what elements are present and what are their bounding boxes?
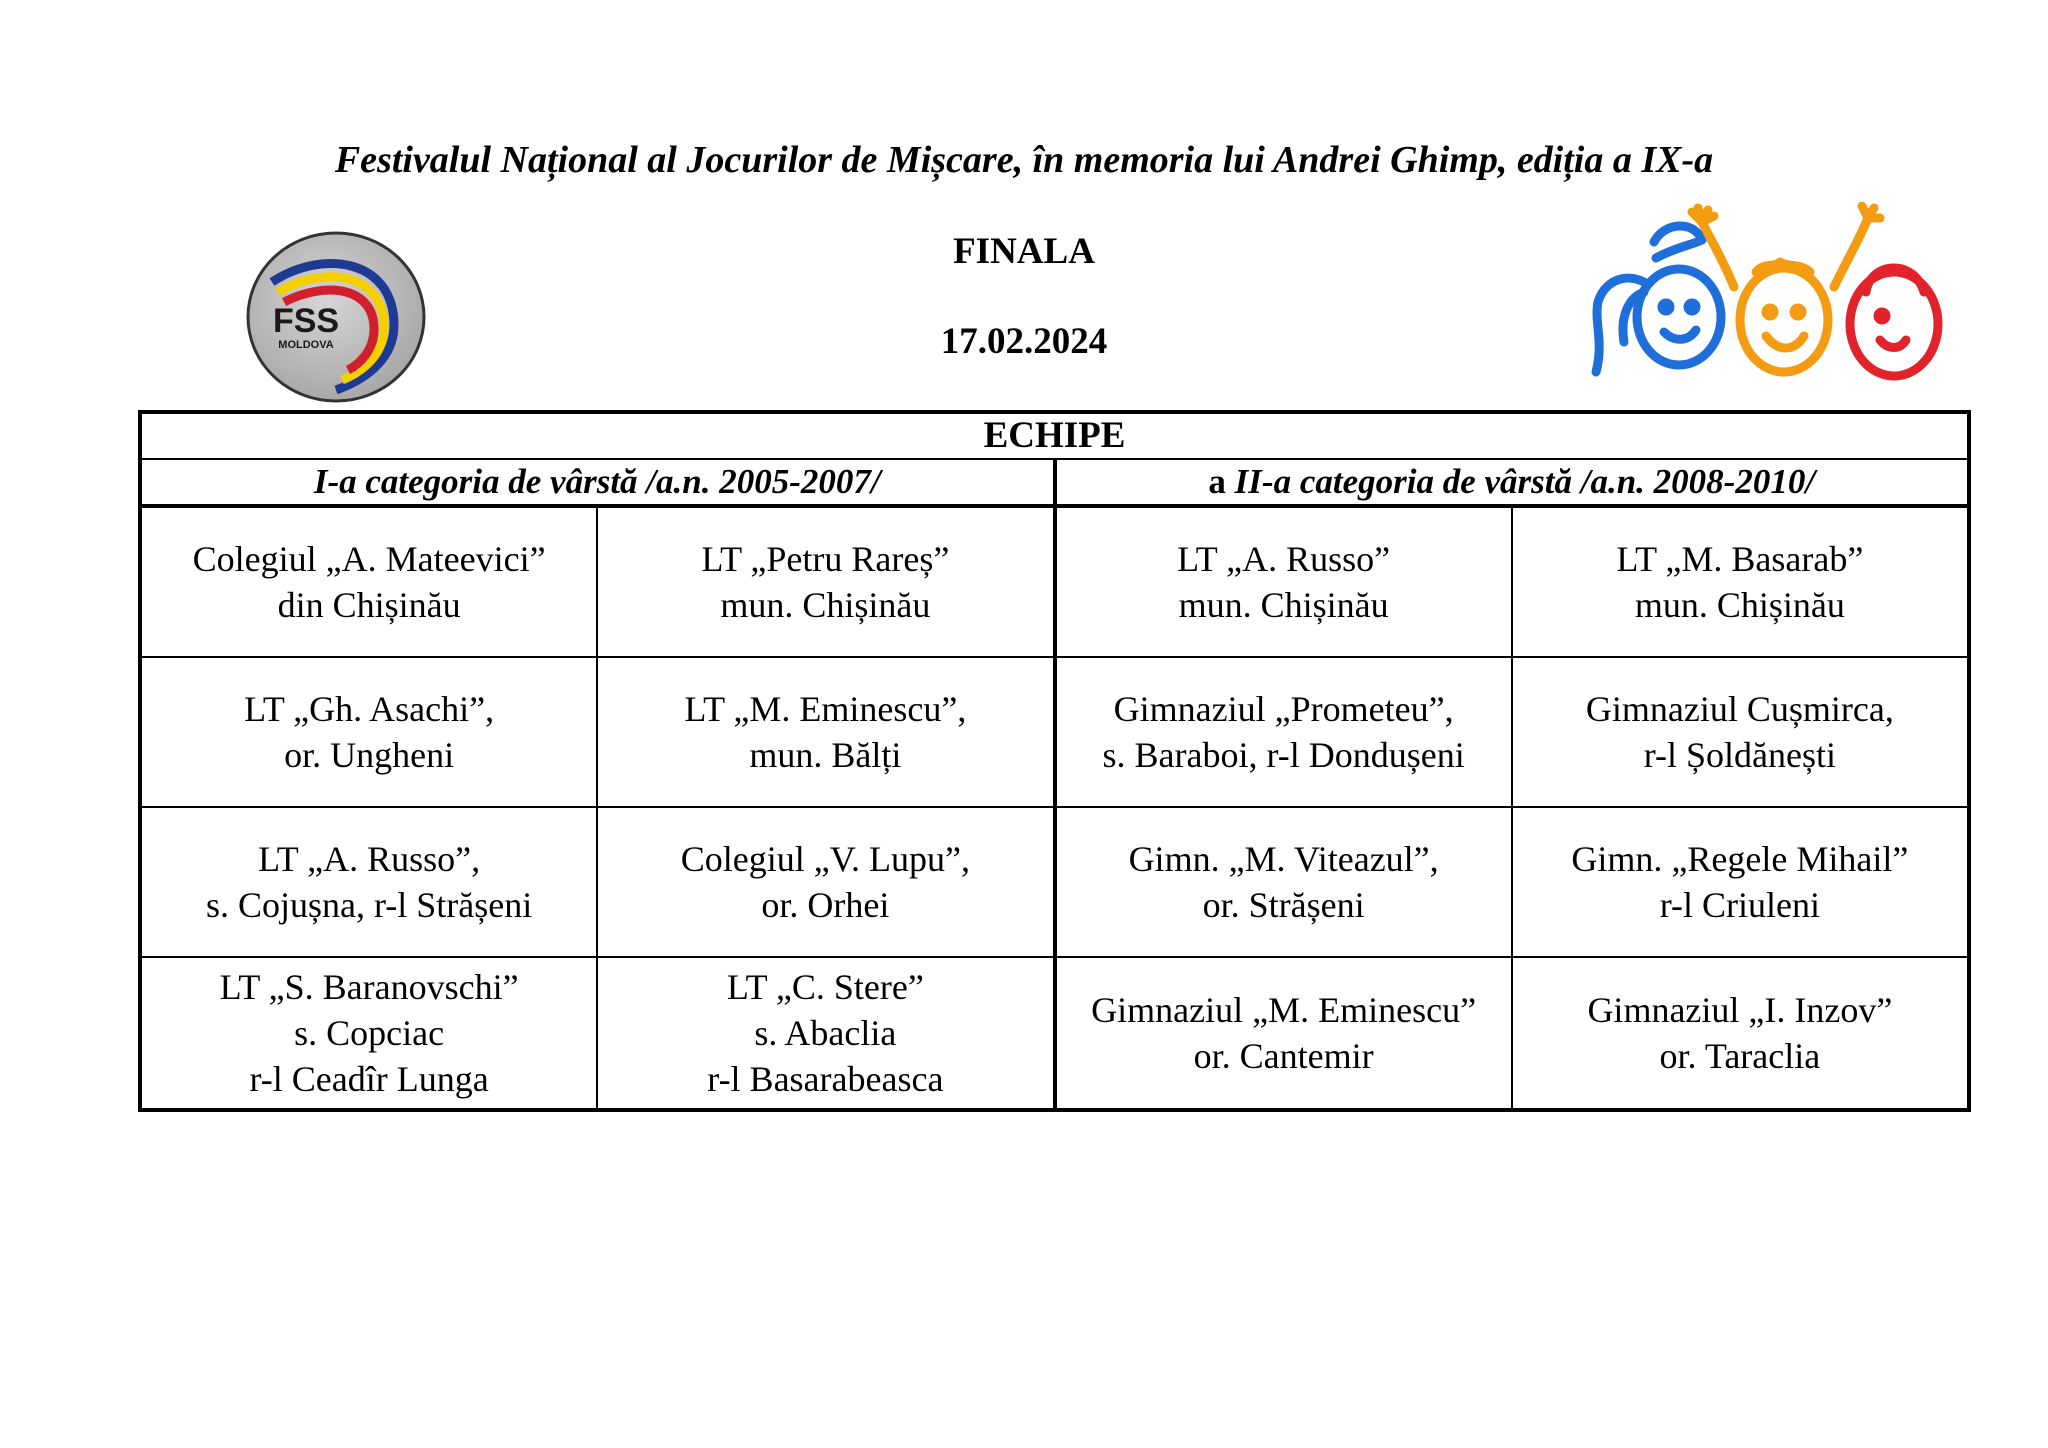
fss-moldova-logo — [244, 230, 428, 404]
team-cell: Gimnaziul „M. Eminescu” or. Cantemir — [1055, 957, 1512, 1110]
team-cell: LT „C. Stere” s. Abaclia r-l Basarabeasca — [597, 957, 1054, 1110]
team-cell: LT „S. Baranovschi” s. Copciac r-l Ceadîr Lunga — [140, 957, 597, 1110]
team-cell: LT „A. Russo” mun. Chișinău — [1055, 506, 1512, 657]
team-cell: Colegiul „V. Lupu”, or. Orhei — [597, 807, 1054, 957]
team-cell: Gimn. „Regele Mihail” r-l Criuleni — [1512, 807, 1969, 957]
blue-child-icon — [1596, 226, 1721, 372]
table-row — [140, 506, 1969, 657]
age-category-2-prefix: a — [1208, 462, 1226, 501]
age-category-1-header: I-a categoria de vârstă /a.n. 2005-2007/ — [140, 459, 1055, 506]
age-category-2-header — [1055, 459, 1970, 506]
team-cell: LT „M. Basarab” mun. Chișinău — [1512, 506, 1969, 657]
team-cell: Gimnaziul Cușmirca, r-l Șoldănești — [1512, 657, 1969, 807]
fss-logo-text: FSS — [272, 302, 340, 340]
team-cell: Gimnaziul „Prometeu”, s. Baraboi, r-l Dondușeni — [1055, 657, 1512, 807]
team-cell: LT „Gh. Asachi”, or. Ungheni — [140, 657, 597, 807]
stage-title: FINALA — [953, 231, 1095, 272]
event-date: 17.02.2024 — [940, 321, 1108, 362]
age-category-2-label: II-a categoria de vârstă /a.n. 2008-2010/ — [1234, 462, 1816, 501]
table-row — [140, 657, 1969, 807]
team-cell: LT „M. Eminescu”, mun. Bălți — [597, 657, 1054, 807]
red-child-icon — [1850, 268, 1938, 376]
team-cell: LT „Petru Rareș” mun. Chișinău — [597, 506, 1054, 657]
teams-table — [138, 410, 1971, 1112]
table-title: ECHIPE — [140, 412, 1969, 459]
moldova-logo-text: MOLDOVA — [278, 339, 334, 351]
table-row — [140, 957, 1969, 1110]
team-cell: LT „A. Russo”, s. Cojușna, r-l Strășeni — [140, 807, 597, 957]
festival-title: Festivalul Național al Jocurilor de Mișcare, în memoria lui Andrei Ghimp, ediția a IX-a — [334, 139, 1714, 181]
children-festival-logo — [1584, 202, 1954, 402]
table-row — [140, 807, 1969, 957]
team-cell: Colegiul „A. Mateevici” din Chișinău — [140, 506, 597, 657]
team-cell: Gimnaziul „I. Inzov” or. Taraclia — [1512, 957, 1969, 1110]
team-cell: Gimn. „M. Viteazul”, or. Strășeni — [1055, 807, 1512, 957]
